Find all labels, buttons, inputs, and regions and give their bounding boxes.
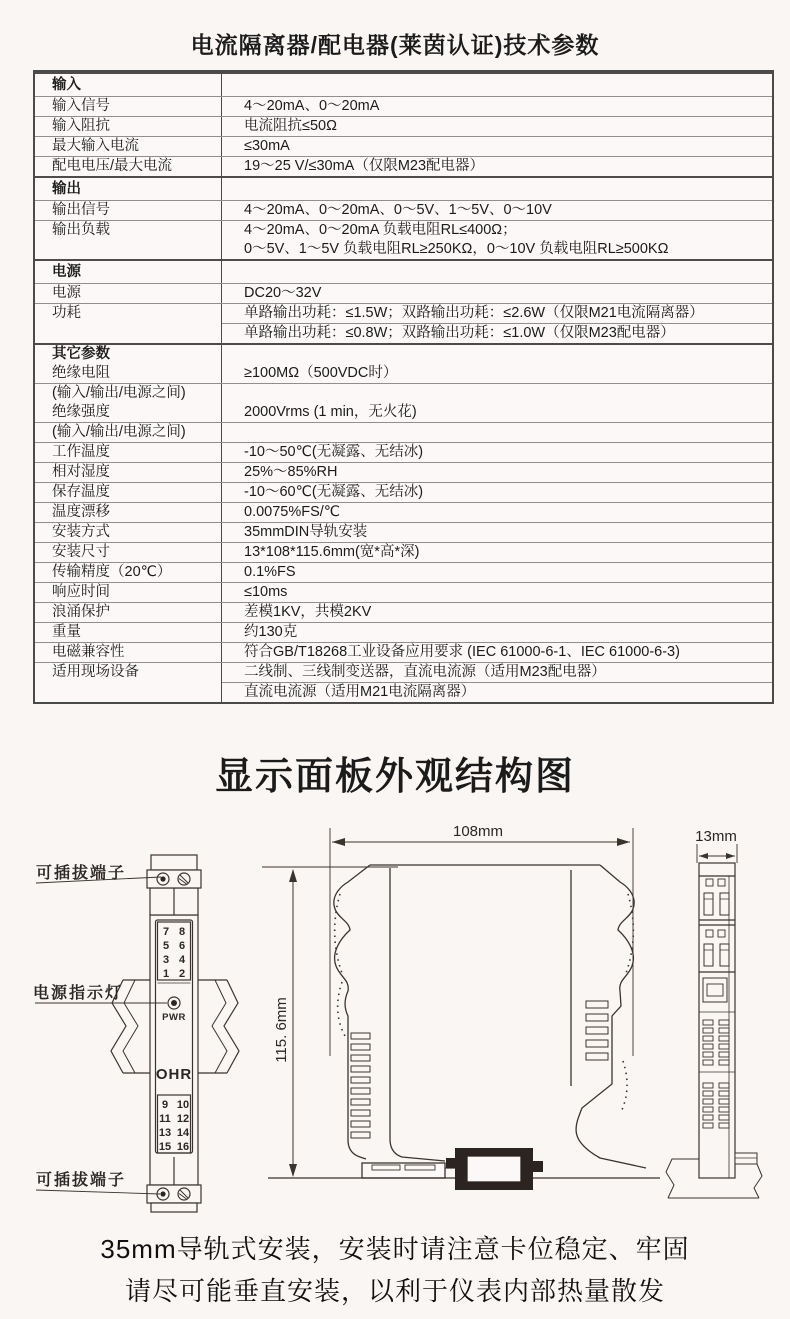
- diagram-section-title: 显示面板外观结构图: [214, 756, 575, 798]
- spec-value: 单路输出功耗：≤1.5W；双路输出功耗：≤2.6W（仅限M21电流隔离器） 单路输出功耗：≤0.8W；双路输出功耗：≤1.0W（仅限M23配电器）: [222, 304, 772, 343]
- din-clip: [446, 1148, 543, 1190]
- spec-value: 2000Vrms (1 min，无火花): [244, 404, 417, 420]
- height-dimension: 115. 6mm: [273, 997, 290, 1063]
- spec-label: 输出: [35, 178, 222, 200]
- spec-value: 差模1KV，共模2KV: [244, 604, 372, 620]
- spec-label: 输出负载: [35, 221, 222, 259]
- top-view-drawing: [262, 828, 660, 1190]
- front-view-drawing: [35, 855, 239, 1212]
- side-view-drawing: [666, 844, 762, 1198]
- spec-label: (输入/输出/电源之间) 绝缘强度: [35, 384, 222, 422]
- table-section-row: [35, 72, 772, 96]
- mounting-note-line1: 35mm导轨式安装，安装时请注意卡位稳定、牢固: [100, 1234, 690, 1264]
- spec-value: -10～60℃(无凝露、无结冰): [244, 484, 424, 500]
- mounting-note-line2: 请尽可能垂直安装，以利于仪表内部热量散发: [124, 1276, 665, 1306]
- spec-label: (输入/输出/电源之间): [35, 423, 222, 442]
- top-terminal-label: 可插拔端子: [36, 865, 127, 882]
- depth-dimension: 13mm: [695, 828, 737, 845]
- spec-value: 19～25 V/≤30mA（仅限M23配电器）: [244, 158, 485, 174]
- svg-text:3: 3: [162, 954, 170, 966]
- spec-label: 响应时间: [35, 583, 222, 602]
- spec-value: 35mmDIN导轨安装: [244, 524, 368, 540]
- spec-value: ≤10ms: [244, 584, 288, 600]
- table-row: [35, 642, 772, 662]
- svg-text:4: 4: [178, 954, 186, 966]
- spec-label: 浪涌保护: [35, 603, 222, 622]
- svg-text:5: 5: [162, 940, 170, 952]
- table-row: [35, 343, 772, 383]
- table-row: [35, 116, 772, 136]
- spec-label: 电源: [35, 261, 222, 283]
- table-row: [35, 602, 772, 622]
- spec-label: 相对湿度: [35, 463, 222, 482]
- spec-value: 13*108*115.6mm(宽*高*深): [244, 544, 420, 560]
- spec-label: 输入阻抗: [35, 117, 222, 136]
- table-row: [35, 136, 772, 156]
- svg-text:7: 7: [162, 926, 170, 938]
- svg-text:1: 1: [162, 968, 170, 980]
- table-row: [35, 482, 772, 502]
- svg-text:15: 15: [158, 1141, 172, 1153]
- spec-value: ≥100MΩ（500VDC时）: [244, 365, 398, 381]
- spec-label: 最大输入电流: [35, 137, 222, 156]
- spec-label: 功耗: [35, 304, 222, 343]
- spec-label: 温度漂移: [35, 503, 222, 522]
- spec-label: 输入: [35, 74, 222, 96]
- spec-value: 25%～85%RH: [244, 464, 338, 480]
- svg-text:8: 8: [178, 926, 186, 938]
- svg-text:9: 9: [161, 1099, 169, 1111]
- spec-value: 二线制、三线制变送器，直流电流源（适用M23配电器） 直流电流源（适用M21电流隔离器）: [222, 663, 772, 702]
- table-row: [35, 220, 772, 259]
- table-row: [35, 522, 772, 542]
- svg-text:2: 2: [178, 968, 186, 980]
- spec-value: 0.1%FS: [244, 564, 296, 580]
- table-section-row: [35, 176, 772, 200]
- pwr-led-text: PWR: [162, 1012, 186, 1023]
- spec-label: 重量: [35, 623, 222, 642]
- spec-label: 工作温度: [35, 443, 222, 462]
- table-row: [35, 200, 772, 220]
- table-row: [35, 562, 772, 582]
- table-row: [35, 156, 772, 176]
- table-row: [35, 303, 772, 343]
- spec-label: 其它参数 绝缘电阻: [35, 345, 222, 383]
- spec-value: ≤30mA: [244, 138, 290, 154]
- spec-label: 电磁兼容性: [35, 643, 222, 662]
- spec-label: 输入信号: [35, 97, 222, 116]
- spec-table: [33, 70, 774, 704]
- mounting-note: [0, 1228, 790, 1312]
- spec-value: 约130克: [244, 624, 298, 640]
- spec-label: 安装尺寸: [35, 543, 222, 562]
- spec-value: 4～20mA、0～20mA、0～5V、1～5V、0～10V: [244, 202, 552, 218]
- table-row: [35, 442, 772, 462]
- spec-value: 4～20mA、0～20mA 负载电阻RL≤400Ω； 0～5V、1～5V 负载电阻RL≥250KΩ，0～10V 负载电阻RL≥500KΩ: [244, 222, 669, 257]
- power-led-label: 电源指示灯: [33, 985, 124, 1002]
- spec-label: 保存温度: [35, 483, 222, 502]
- spec-value: 电流阻抗≤50Ω: [244, 118, 337, 134]
- svg-text:16: 16: [176, 1141, 190, 1153]
- table-row: [35, 422, 772, 442]
- spec-label: 传输精度（20℃）: [35, 563, 222, 582]
- spec-value: [222, 423, 772, 442]
- spec-value: [222, 74, 772, 96]
- spec-value: DC20～32V: [244, 285, 322, 301]
- spec-label: 电源: [35, 284, 222, 303]
- table-row: [35, 96, 772, 116]
- table-row: [35, 582, 772, 602]
- spec-value: -10～50℃(无凝露、无结冰): [244, 444, 424, 460]
- table-row: [35, 462, 772, 482]
- svg-text:11: 11: [159, 1113, 171, 1125]
- page-title: 电流隔离器/配电器(莱茵认证)技术参数: [190, 32, 600, 58]
- bottom-terminal-label: 可插拔端子: [36, 1172, 127, 1189]
- svg-text:6: 6: [178, 940, 186, 952]
- spec-label: 配电电压/最大电流: [35, 157, 222, 176]
- spec-value: [222, 261, 772, 283]
- table-row: [35, 622, 772, 642]
- width-dimension: 108mm: [452, 823, 504, 840]
- table-row: [35, 662, 772, 702]
- svg-text:13: 13: [158, 1127, 172, 1139]
- spec-value: 符合GB/T18268工业设备应用要求 (IEC 61000-6-1、IEC 61000-6-3): [244, 644, 680, 660]
- spec-label: 安装方式: [35, 523, 222, 542]
- table-row: [35, 542, 772, 562]
- spec-value: 0.0075%FS/℃: [244, 504, 341, 520]
- spec-label: 输出信号: [35, 201, 222, 220]
- svg-text:10: 10: [176, 1099, 190, 1111]
- table-section-row: [35, 259, 772, 283]
- spec-value: 4～20mA、0～20mA: [244, 98, 380, 114]
- brand-logo: OHR: [155, 1066, 193, 1083]
- table-row: [35, 502, 772, 522]
- spec-value: [222, 178, 772, 200]
- svg-text:14: 14: [176, 1127, 190, 1139]
- structure-diagram: [0, 806, 790, 1216]
- table-row: [35, 383, 772, 422]
- svg-text:12: 12: [176, 1113, 190, 1125]
- table-row: [35, 283, 772, 303]
- spec-label: 适用现场设备: [35, 663, 222, 702]
